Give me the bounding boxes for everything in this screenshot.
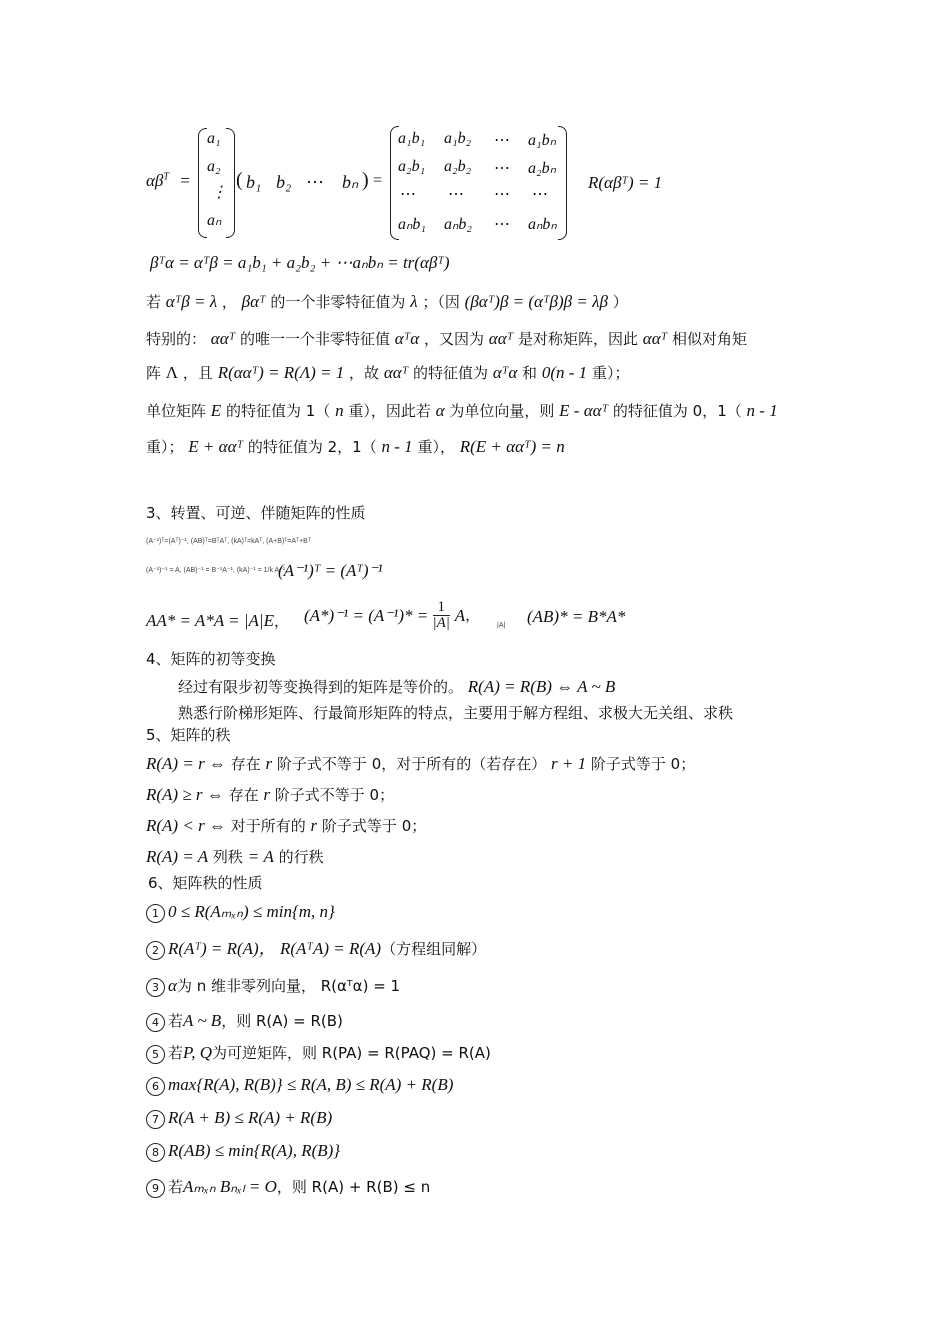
matrix-cell: aₙbₙ [528, 216, 557, 233]
matrix-right-paren [558, 126, 567, 240]
matrix-cell: a₁b₁ [398, 130, 426, 147]
matrix-cell: ⋯ [494, 216, 510, 233]
adjugate-product-formula: (AB)* = B*A* [527, 607, 626, 626]
circled-number: 4 [146, 1013, 165, 1032]
special-line-1: 特别的： ααᵀ 的唯一一个非零特征值 αᵀα ，又因为 ααᵀ 是对称矩阵，因此 ααᵀ 相似对角矩 [146, 329, 748, 348]
matrix-cell: ⋯ [448, 186, 464, 203]
matrix-cell: a₂bₙ [528, 160, 556, 177]
unit-matrix-line-1: 单位矩阵 E 的特征值为 1（ n 重），因此若 α 为单位向量，则 E - ααᵀ 的特征值为 0，1（ n - 1 [146, 401, 778, 420]
rank-property-1: 1 0 ≤ R(Aₘₓₙ) ≤ min{m, n} [146, 903, 335, 923]
matrix-cell: aₙb₂ [444, 216, 472, 233]
eigen-line: 若 αᵀβ = λ ， βαᵀ 的一个非零特征值为 λ ；（因 (βαᵀ)β = (αᵀβ)β = λβ ） [146, 292, 628, 311]
matrix-cell: a₂b₁ [398, 158, 426, 175]
rank-property-7: 7 R(A + B) ≤ R(A) + R(B) [146, 1109, 332, 1129]
rank-property-2: 2 R(Aᵀ) = R(A)， R(AᵀA) = R(A)（方程组同解） [146, 940, 486, 960]
matrix-cell: a₂b₂ [444, 158, 472, 175]
matrix-cell: ⋯ [494, 160, 510, 177]
matrix-cell: ⋯ [400, 186, 416, 203]
rank-def-2: R(A) ≥ r ⇔ 存在 r 阶子式不等于 0； [146, 785, 395, 804]
matrix-cell: ⋯ [494, 186, 510, 203]
section-4-heading: 4、矩阵的初等变换 [146, 650, 276, 668]
rank-property-5: 5 若P, Q为可逆矩阵，则 R(PA) = R(PAQ) = R(A) [146, 1044, 491, 1064]
adjugate-line: AA* = A*A = |A|E， [146, 611, 289, 630]
echelon-line: 熟悉行阶梯形矩阵、行最简形矩阵的特点，主要用于解方程组、求极大无关组、求秩 [178, 704, 734, 722]
circled-number: 5 [146, 1045, 165, 1064]
circled-number: 3 [146, 978, 165, 997]
special-line-2: 阵 Λ ，且 R(ααᵀ) = R(Λ) = 1 ，故 ααᵀ 的特征值为 αᵀα 和 0(n - 1 重）； [146, 363, 630, 382]
matrix-cell: aₙb₁ [398, 216, 426, 233]
matrix-cell: a₁b₂ [444, 130, 472, 147]
garbled-formula-2: (A⁻¹)⁻¹ = A, (AB)⁻¹ = B⁻¹A⁻¹, (kA)⁻¹ = 1/k A⁻¹, [146, 567, 288, 574]
product-matrix [398, 130, 558, 236]
circled-number: 9 [146, 1179, 165, 1198]
matrix-cell: ⋯ [532, 186, 548, 203]
rank-def-4: R(A) = A 列秩 = A 的行秩 [146, 847, 324, 866]
col-vector-right-paren [226, 128, 235, 238]
rank-property-8: 8 R(AB) ≤ min{R(A), R(B)} [146, 1142, 340, 1162]
circled-number: 7 [146, 1110, 165, 1129]
circled-number: 2 [146, 941, 165, 960]
circled-number: 8 [146, 1143, 165, 1162]
section-6-heading: 6、矩阵秩的性质 [148, 874, 263, 892]
rank-property-4: 4 若A ~ B，则 R(A) = R(B) [146, 1012, 343, 1032]
col-vector-left-paren [198, 128, 207, 238]
fraction: $\frac{1}{|A|}$ [432, 599, 450, 631]
tiny-mark: |A| [497, 622, 506, 629]
section-3-heading: 3、转置、可逆、伴随矩阵的性质 [146, 504, 366, 522]
unit-matrix-line-2: 重）； E + ααᵀ 的特征值为 2，1（ n - 1 重）， R(E + ααᵀ) = n [146, 437, 565, 456]
garbled-formula-1: (A⁻¹)ᵀ=(Aᵀ)⁻¹, (AB)ᵀ=BᵀAᵀ, (kA)ᵀ=kAᵀ, (A+B)ᵀ=Aᵀ+Bᵀ [146, 538, 311, 545]
rank-def-3: R(A) < r ⇔ 对于所有的 r 阶子式等于 0； [146, 816, 427, 835]
adjugate-inverse-formula: (A*)⁻¹ = (A⁻¹)* = $\frac{1}{|A|}$ A， [304, 599, 481, 631]
equivalence-line: 经过有限步初等变换得到的矩阵是等价的。 R(A) = R(B) ⇔ A ~ B [178, 677, 616, 696]
matrix-cell: ⋯ [494, 132, 510, 149]
rank-property-6: 6 max{R(A), R(B)} ≤ R(A, B) ≤ R(A) + R(B) [146, 1076, 453, 1096]
rank-formula: R(αβᵀ) = 1 [588, 173, 663, 192]
circled-number: 1 [146, 904, 165, 923]
section-5-heading: 5、矩阵的秩 [146, 726, 231, 744]
inverse-transpose-formula: (A⁻¹)ᵀ = (Aᵀ)⁻¹ [278, 561, 383, 580]
circled-number: 6 [146, 1077, 165, 1096]
matrix-cell: a₁bₙ [528, 132, 556, 149]
rank-property-3: 3 α为 n 维非零列向量， R(αᵀα) = 1 [146, 977, 400, 997]
trace-formula: βᵀα = αᵀβ = a₁b₁ + a₂b₂ + ⋯aₙbₙ = tr(αβᵀ) [150, 253, 450, 272]
rank-property-9: 9 若Aₘₓₙ Bₙₓₗ = O，则 R(A) + R(B) ≤ n [146, 1178, 430, 1198]
rank-def-1: R(A) = r ⇔ 存在 r 阶子式不等于 0，对于所有的（若存在） r + 1 阶子式等于 0； [146, 754, 696, 773]
outer-product-lhs: $\alpha\beta^T$ = [146, 171, 191, 190]
